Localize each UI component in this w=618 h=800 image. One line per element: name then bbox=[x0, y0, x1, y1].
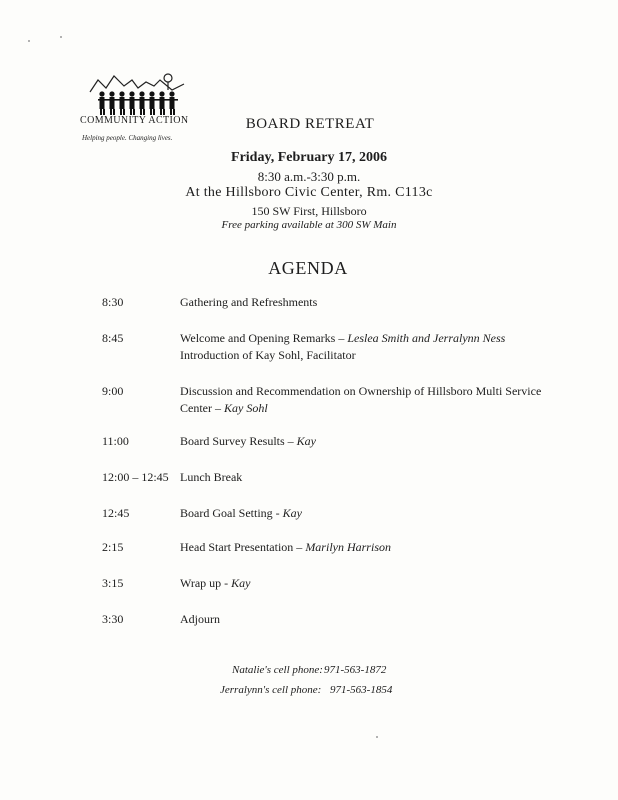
event-time: 8:30 a.m.-3:30 p.m. bbox=[257, 169, 361, 184]
agenda-time: 2:15 bbox=[102, 540, 124, 554]
document-title: BOARD RETREAT bbox=[245, 116, 375, 132]
agenda-description bbox=[180, 469, 550, 486]
agenda-text: Wrap up - bbox=[180, 576, 232, 590]
contact-natalie bbox=[232, 664, 387, 676]
parking-note: Free parking available at 300 SW Main bbox=[221, 219, 397, 231]
agenda-text: Adjourn bbox=[180, 612, 220, 626]
agenda-time: 8:30 bbox=[102, 295, 124, 309]
logo-tagline: Helping people. Changing lives. bbox=[82, 134, 173, 142]
agenda-presenter: Marilyn Harrison bbox=[305, 540, 391, 554]
contact-label: Jerralynn's cell phone: bbox=[220, 684, 322, 696]
agenda-text: Gathering and Refreshments bbox=[180, 295, 318, 309]
agenda-presenter: Kay bbox=[282, 506, 302, 520]
agenda-text: Discussion and Recommendation on Ownership of Hillsboro Multi Service Center – bbox=[180, 384, 542, 415]
agenda-time: 9:00 bbox=[102, 384, 124, 398]
contact-phone: 971-563-1872 bbox=[324, 664, 387, 676]
agenda-description bbox=[180, 611, 550, 628]
event-address: 150 SW First, Hillsboro bbox=[251, 204, 367, 218]
agenda-text: Board Goal Setting - bbox=[180, 506, 283, 520]
agenda-description bbox=[180, 383, 550, 417]
agenda-text: Head Start Presentation – bbox=[180, 540, 306, 554]
contact-phone: 971-563-1854 bbox=[330, 684, 393, 696]
agenda-description bbox=[180, 505, 550, 522]
agenda-text-line2: Introduction of Kay Sohl, Facilitator bbox=[180, 348, 356, 362]
contact-jerralynn bbox=[220, 684, 393, 696]
agenda-time: 11:00 bbox=[102, 434, 129, 448]
contact-label: Natalie's cell phone: bbox=[232, 664, 323, 676]
agenda-heading: AGENDA bbox=[268, 258, 348, 278]
agenda-time: 3:15 bbox=[102, 576, 124, 590]
agenda-description bbox=[180, 433, 550, 450]
agenda-description bbox=[180, 539, 550, 556]
agenda-presenter: Leslea Smith and Jerralynn Ness bbox=[347, 331, 506, 345]
agenda-presenter: Kay bbox=[296, 434, 317, 448]
event-venue: At the Hillsboro Civic Center, Rm. C113c bbox=[185, 185, 433, 200]
agenda-time: 12:00 – 12:45 bbox=[102, 470, 169, 484]
agenda-time: 3:30 bbox=[102, 612, 124, 626]
agenda-description bbox=[180, 575, 550, 592]
agenda-text: Board Survey Results – bbox=[180, 434, 297, 448]
agenda-presenter: Kay bbox=[231, 576, 251, 590]
agenda-description bbox=[180, 330, 550, 364]
agenda-time: 12:45 bbox=[102, 506, 130, 520]
logo-name: COMMUNITY ACTION bbox=[80, 115, 189, 126]
agenda-description bbox=[180, 294, 550, 311]
agenda-presenter: Kay Sohl bbox=[224, 401, 268, 415]
agenda-text: Welcome and Opening Remarks – bbox=[180, 331, 348, 345]
agenda-time: 8:45 bbox=[102, 331, 124, 345]
event-date: Friday, February 17, 2006 bbox=[231, 150, 387, 165]
agenda-text: Lunch Break bbox=[180, 470, 243, 484]
